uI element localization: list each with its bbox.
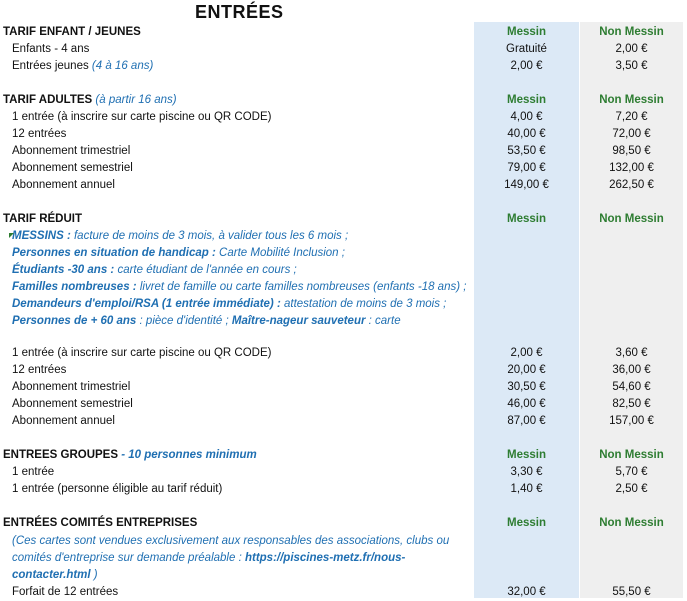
note-text: Carte Mobilité Inclusion ; (219, 247, 345, 259)
note-bold: Personnes en situation de handicap : (12, 247, 220, 259)
price-messin: 149,00 € (504, 179, 549, 191)
price-messin: 30,50 € (507, 381, 546, 393)
comites-note (0, 567, 687, 584)
header-messin: Messin (507, 94, 546, 106)
table-row (0, 413, 687, 430)
price-non-messin: 55,50 € (612, 586, 651, 598)
contact-link[interactable]: https://piscines-metz.fr/nous- (244, 552, 406, 564)
header-non-messin: Non Messin (599, 517, 664, 529)
price-messin: 32,00 € (507, 586, 546, 598)
note-text: carte étudiant de l'année en cours ; (117, 264, 297, 276)
header-messin: Messin (507, 517, 546, 529)
price-non-messin: 157,00 € (609, 415, 654, 427)
note-text: attestation de moins de 3 mois ; (284, 298, 447, 310)
price-non-messin: 7,20 € (615, 111, 648, 123)
table-row (0, 379, 687, 396)
eligibility-note (0, 296, 687, 313)
note-text: ) (90, 569, 98, 581)
price-non-messin: 54,60 € (612, 381, 651, 393)
price-messin: 3,30 € (510, 466, 543, 478)
price-messin: 87,00 € (507, 415, 546, 427)
row-label: 1 entrée (12, 466, 55, 478)
note-bold: Demandeurs d'emploi/RSA (1 entrée immédiate) : (12, 298, 284, 310)
eligibility-note (0, 228, 687, 245)
table-row (0, 396, 687, 413)
row-label: Abonnement trimestriel (12, 381, 131, 393)
eligibility-note (0, 245, 687, 262)
price-messin: 79,00 € (507, 162, 546, 174)
eligibility-note (0, 262, 687, 279)
section-title: TARIF RÉDUIT (3, 213, 83, 225)
price-non-messin: 262,50 € (609, 179, 654, 191)
price-messin: 46,00 € (507, 398, 546, 410)
price-non-messin: 72,00 € (612, 128, 651, 140)
row-label: Abonnement annuel (12, 415, 115, 427)
row-label: Abonnement semestriel (12, 162, 133, 174)
price-non-messin: 132,00 € (609, 162, 654, 174)
section-header-reduit (0, 211, 687, 228)
price-non-messin: 2,00 € (615, 43, 648, 55)
note-text: facture de moins de 3 mois, à valider tous les 6 mois ; (73, 230, 349, 242)
note-text: : carte (368, 315, 401, 327)
eligibility-note (0, 313, 687, 330)
table-row (0, 143, 687, 160)
section-header-comites (0, 515, 687, 532)
note-text: comités d'entreprise sur demande préalable : (12, 552, 245, 564)
note-text: : pièce d'identité ; (139, 315, 232, 327)
note-text: (Ces cartes sont vendues exclusivement aux responsables des associations, clubs ou (12, 535, 450, 547)
price-messin: 2,00 € (510, 347, 543, 359)
price-non-messin: 3,60 € (615, 347, 648, 359)
age-note: (4 à 16 ans) (91, 60, 154, 72)
header-non-messin: Non Messin (599, 449, 664, 461)
comites-note (0, 533, 687, 550)
table-row (0, 362, 687, 379)
section-title (3, 92, 177, 109)
price-non-messin: 36,00 € (612, 364, 651, 376)
section-header-groupes (0, 447, 687, 464)
price-non-messin: 5,70 € (615, 466, 648, 478)
price-non-messin: 3,50 € (615, 60, 648, 72)
header-non-messin: Non Messin (599, 94, 664, 106)
header-messin: Messin (507, 449, 546, 461)
row-label-text: Entrées jeunes (12, 60, 92, 72)
table-row (0, 345, 687, 362)
price-non-messin: 98,50 € (612, 145, 651, 157)
section-title-text: ENTREES GROUPES (3, 449, 119, 461)
note-bold: Personnes de + 60 ans (12, 315, 140, 327)
header-messin: Messin (507, 26, 546, 38)
header-non-messin: Non Messin (599, 213, 664, 225)
section-title-text: TARIF ADULTES (3, 94, 96, 106)
row-label: 1 entrée (à inscrire sur carte piscine ou QR CODE) (12, 347, 272, 359)
price-messin: Gratuité (506, 43, 547, 55)
note-bold: Familles nombreuses : (12, 281, 140, 293)
price-messin: 2,00 € (510, 60, 543, 72)
price-messin: 4,00 € (510, 111, 543, 123)
row-label: Enfants - 4 ans (12, 43, 90, 55)
table-row (0, 177, 687, 194)
price-non-messin: 82,50 € (612, 398, 651, 410)
row-label: 1 entrée (à inscrire sur carte piscine ou QR CODE) (12, 111, 272, 123)
row-label: 12 entrées (12, 128, 67, 140)
table-row (0, 584, 687, 601)
section-title: TARIF ENFANT / JEUNES (3, 26, 141, 38)
table-row (0, 58, 687, 75)
section-header-adultes (0, 92, 687, 109)
section-title (3, 447, 257, 464)
row-label: 1 entrée (personne éligible au tarif réduit) (12, 483, 223, 495)
table-row (0, 481, 687, 498)
table-row (0, 160, 687, 177)
table-row (0, 126, 687, 143)
table-row (0, 109, 687, 126)
group-note: - 10 personnes minimum (118, 449, 257, 461)
price-messin: 1,40 € (510, 483, 543, 495)
table-row (0, 464, 687, 481)
row-label: Forfait de 12 entrées (12, 586, 119, 598)
price-non-messin: 2,50 € (615, 483, 648, 495)
header-non-messin: Non Messin (599, 26, 664, 38)
row-label: 12 entrées (12, 364, 67, 376)
row-label (12, 58, 153, 75)
section-header-enfant (0, 24, 687, 41)
row-label: Abonnement semestriel (12, 398, 133, 410)
row-label: Abonnement trimestriel (12, 145, 131, 157)
price-messin: 40,00 € (507, 128, 546, 140)
note-bold: Étudiants -30 ans : (12, 264, 118, 276)
note-bold: Maître-nageur sauveteur (231, 315, 369, 327)
price-messin: 20,00 € (507, 364, 546, 376)
table-row (0, 41, 687, 58)
note-bold: MESSINS : (12, 230, 74, 242)
note-text: livret de famille ou carte familles nombreuses (enfants -18 ans) ; (139, 281, 467, 293)
section-title: ENTRÉES COMITÉS ENTREPRISES (3, 517, 198, 529)
row-label: Abonnement annuel (12, 179, 115, 191)
header-messin: Messin (507, 213, 546, 225)
age-note: (à partir 16 ans) (95, 94, 177, 106)
comment-marker-icon (9, 233, 14, 238)
page-title: ENTRÉES (195, 2, 284, 22)
contact-link[interactable]: contacter.html (12, 569, 91, 581)
price-messin: 53,50 € (507, 145, 546, 157)
comites-note (0, 550, 687, 567)
eligibility-note (0, 279, 687, 296)
